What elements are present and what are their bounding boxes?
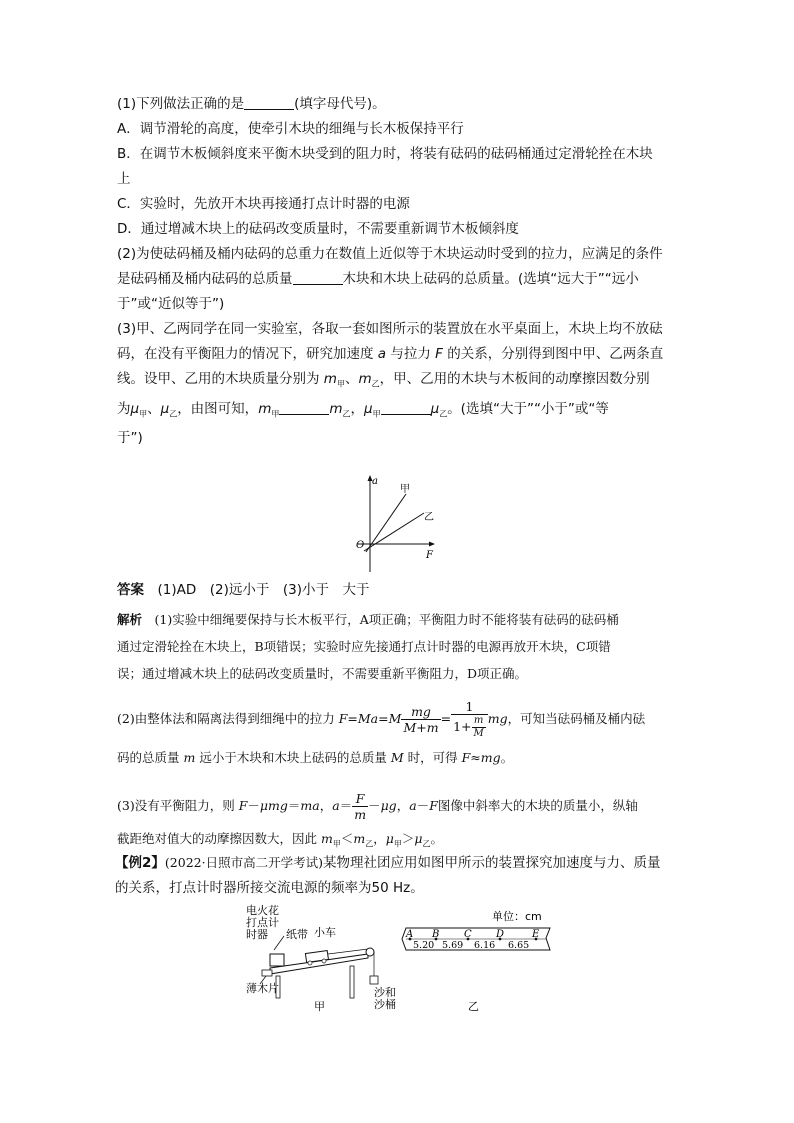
tape-diagram — [400, 906, 558, 1014]
pulley — [366, 948, 374, 956]
analysis-p1-line3: 误；通过增减木块上的砝码改变质量时，不需要重新平衡阻力，D项正确。 — [117, 666, 528, 681]
line-yi — [364, 513, 424, 551]
tape-point-label: C — [464, 929, 472, 940]
q3-line3: 线。设甲、乙用的木块质量分别为 $m_甲$、$m_乙$，甲、乙用的木块与木板间的动摩擦因数分别 — [117, 371, 650, 389]
option-b-cont: 上 — [117, 171, 131, 187]
timer-label-2: 打点计 — [246, 916, 279, 929]
option-b: B．在调节木板倾斜度来平衡木块受到的阻力时，将装有砝码的砝码桶通过定滑轮拴在木块 — [117, 146, 653, 162]
timer-label-1: 电火花 — [246, 904, 279, 917]
example-block — [115, 850, 685, 901]
example-line2: 的关系，打点计时器所接交流电源的频率为50 Hz。 — [115, 880, 424, 896]
timer-box — [270, 954, 284, 966]
line-jia-label: 甲 — [400, 484, 410, 495]
caption-left: 甲 — [314, 1000, 325, 1013]
cart-wheel — [308, 961, 312, 965]
analysis-block — [117, 606, 679, 687]
timer-label-3: 时器 — [246, 928, 268, 941]
question-block — [117, 92, 677, 451]
q3-line1: (3)甲、乙两同学在同一实验室，各取一套如图所示的装置放在水平桌面上，木块上均不放砝 — [117, 321, 663, 337]
analysis-p3-line2: 截距绝对值大的动摩擦因数大，因此 $m_甲<m_乙$，$\mu_甲>\mu_乙$。 — [117, 831, 444, 849]
tape-distance-label: 6.65 — [508, 940, 530, 951]
q2-line3: 于”或“近似等于”) — [117, 296, 225, 312]
answer-blank — [279, 400, 329, 415]
bucket-label-1: 沙和 — [374, 986, 396, 999]
example-line1: 【例2】(2022·日照市高二开学考试)某物理社团应用如图甲所示的装置探究加速度与力、质量 — [115, 855, 661, 871]
answer-label: 答案 — [117, 582, 144, 598]
analysis-p1-line2: 通过定滑轮拴在木块上，B项错误；实验时应先接通打点计时器的电源再放开木块，C项错 — [117, 639, 611, 654]
tape-pointer — [274, 936, 284, 950]
analysis-p2 — [117, 693, 679, 771]
wood-piece — [262, 970, 272, 976]
tape-distance-label: 5.20 — [413, 940, 435, 951]
answer-line — [117, 578, 677, 603]
origin-label: O — [356, 540, 365, 551]
analysis-p1-line1: 解析 (1)实验中细绳要保持与长木板平行，A项正确；平衡阻力时不能将装有砝码的砝码桶 — [117, 612, 619, 627]
tape-distance-label: 6.16 — [474, 940, 496, 951]
q3-line4: 为$\mu_甲$、$\mu_乙$，由图可知，$m_甲$ $m_乙$，$\mu_甲$ $\mu_乙$。(选填“大于”“小于”或“等 — [117, 400, 609, 419]
answer-blank — [244, 95, 294, 110]
a-f-graph — [340, 472, 450, 576]
tape-point-label: D — [496, 929, 505, 940]
analysis-p3-line1: (3)没有平衡阻力，则 F－μmg＝ma，a＝ $\frac{F}{m}$ －μg，a－F图像中斜率大的木块的质量小，纵轴 — [117, 791, 638, 822]
analysis-p3 — [117, 786, 679, 858]
line-jia — [366, 494, 406, 552]
apparatus-diagram — [240, 902, 400, 1014]
q3-line5: 于”) — [117, 430, 143, 447]
q3-line2: 码，在没有平衡阻力的情况下，研究加速度 a 与拉力 F 的关系，分别得到图中甲、乙两条直 — [117, 346, 664, 362]
line-yi-label: 乙 — [424, 512, 434, 523]
cart-wheel — [322, 959, 326, 963]
tape-label: 纸带 — [286, 928, 308, 941]
q2-line2: 是砝码桶及桶内砝码的总质量 木块和木块上砝码的总质量。(选填“远大于”“远小 — [117, 271, 639, 287]
string — [328, 949, 368, 954]
x-axis-arrow — [429, 542, 435, 547]
analysis-p2-line1: (2)由整体法和隔离法得到细绳中的拉力 F=Ma=M $\frac{mg}{M+m}$ = 1 1+ $\frac{m}{M}$ mg，可知当砝码桶及桶内砝 — [117, 699, 646, 739]
answer-blank — [293, 270, 343, 285]
y-axis-label: a — [372, 476, 378, 487]
tape-point-label: E — [532, 929, 540, 940]
unit-label: 单位：cm — [492, 910, 542, 923]
q1: (1)下列做法正确的是 (填字母代号)。 — [117, 96, 386, 112]
caption-right: 乙 — [468, 1000, 479, 1013]
answer-blank — [381, 400, 431, 415]
wood-label: 薄木片 — [246, 982, 279, 995]
tape-point-label: B — [432, 929, 440, 940]
table-leg — [350, 966, 354, 998]
sand-bucket — [370, 976, 378, 984]
option-a: A．调节滑轮的高度，使牵引木块的细绳与长木板保持平行 — [117, 121, 464, 137]
answer-text: (1)AD (2)远小于 (3)小于 大于 — [157, 582, 370, 598]
cart-label: 小车 — [314, 926, 336, 939]
bucket-label-2: 沙桶 — [374, 998, 396, 1011]
x-axis-label: F — [426, 550, 433, 561]
tape-distance-label: 5.69 — [442, 940, 464, 951]
tape-point-label: A — [406, 929, 414, 940]
option-c: C．实验时，先放开木块再接通打点计时器的电源 — [117, 196, 410, 212]
analysis-p2-line2: 码的总质量 m 远小于木块和木块上砝码的总质量 M 时，可得 F≈mg。 — [117, 750, 514, 765]
q2-line1: (2)为使砝码桶及桶内砝码的总重力在数值上近似等于木块运动时受到的拉力，应满足的条件 — [117, 246, 663, 262]
option-d: D．通过增减木块上的砝码改变质量时，不需要重新调节木板倾斜度 — [117, 221, 519, 237]
